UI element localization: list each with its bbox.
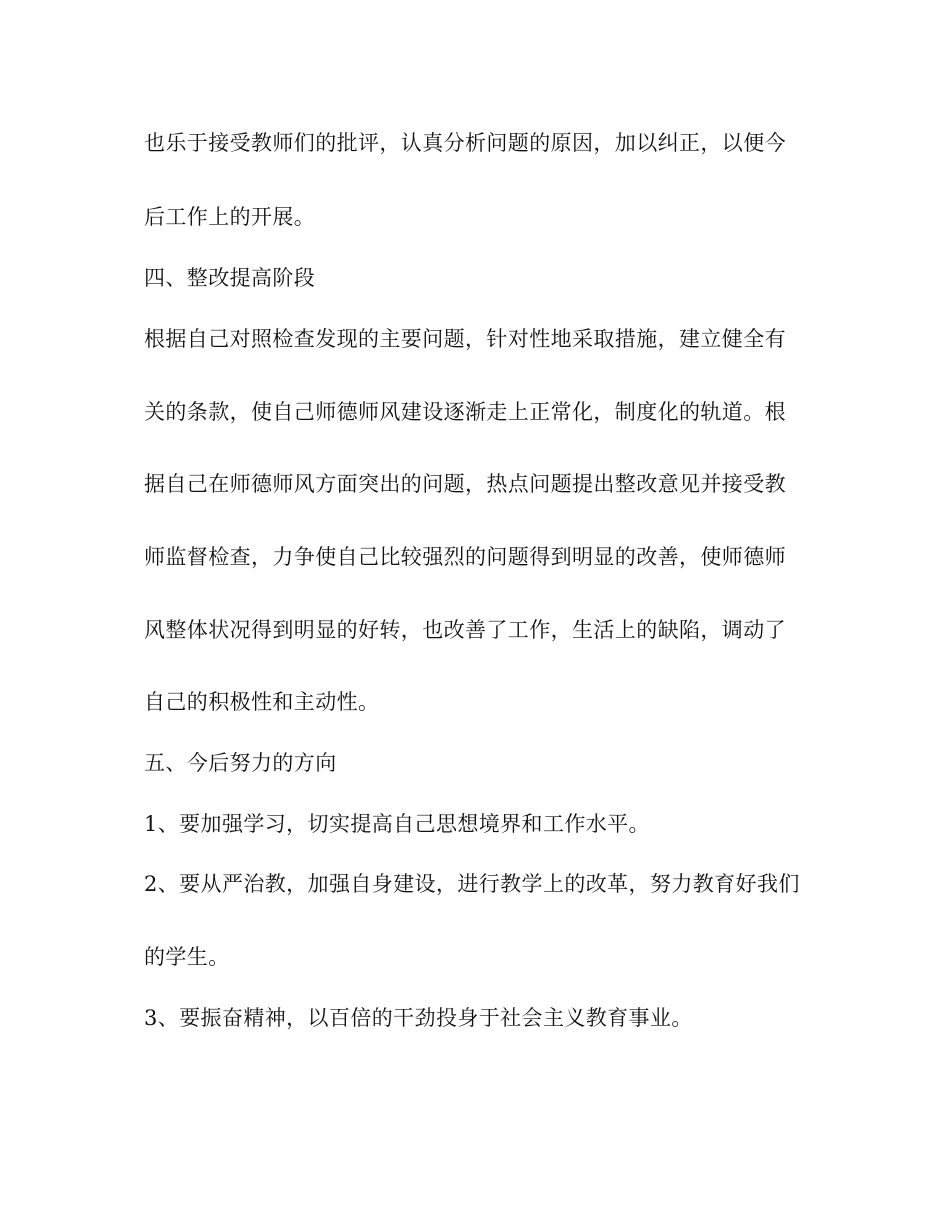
paragraph-line: 自己的积极性和主动性。: [144, 690, 380, 714]
paragraph-line: 后工作上的开展。: [144, 205, 316, 229]
paragraph-line: 据自己在师德师风方面突出的问题，热点问题提出整改意见并接受教: [144, 472, 786, 496]
section-heading: 五、今后努力的方向: [144, 751, 337, 775]
paragraph-line: 也乐于接受教师们的批评，认真分析问题的原因，加以纠正，以便今: [144, 131, 786, 155]
list-item: 2、要从严治教，加强自身建设，进行教学上的改革，努力教育好我们: [144, 872, 800, 896]
paragraph-line: 师监督检查，力争使自己比较强烈的问题得到明显的改善，使师德师: [144, 545, 786, 569]
paragraph-line: 风整体状况得到明显的好转，也改善了工作，生活上的缺陷，调动了: [144, 618, 786, 642]
paragraph-line: 根据自己对照检查发现的主要问题，针对性地采取措施，建立健全有: [144, 327, 786, 351]
list-item-continuation: 的学生。: [144, 945, 230, 969]
list-item: 1、要加强学习，切实提高自己思想境界和工作水平。: [144, 812, 650, 836]
list-item: 3、要振奋精神，以百倍的干劲投身于社会主义教育事业。: [144, 1006, 693, 1030]
section-heading: 四、整改提高阶段: [144, 266, 316, 290]
paragraph-line: 关的条款，使自己师德师风建设逐渐走上正常化，制度化的轨道。根: [144, 400, 786, 424]
